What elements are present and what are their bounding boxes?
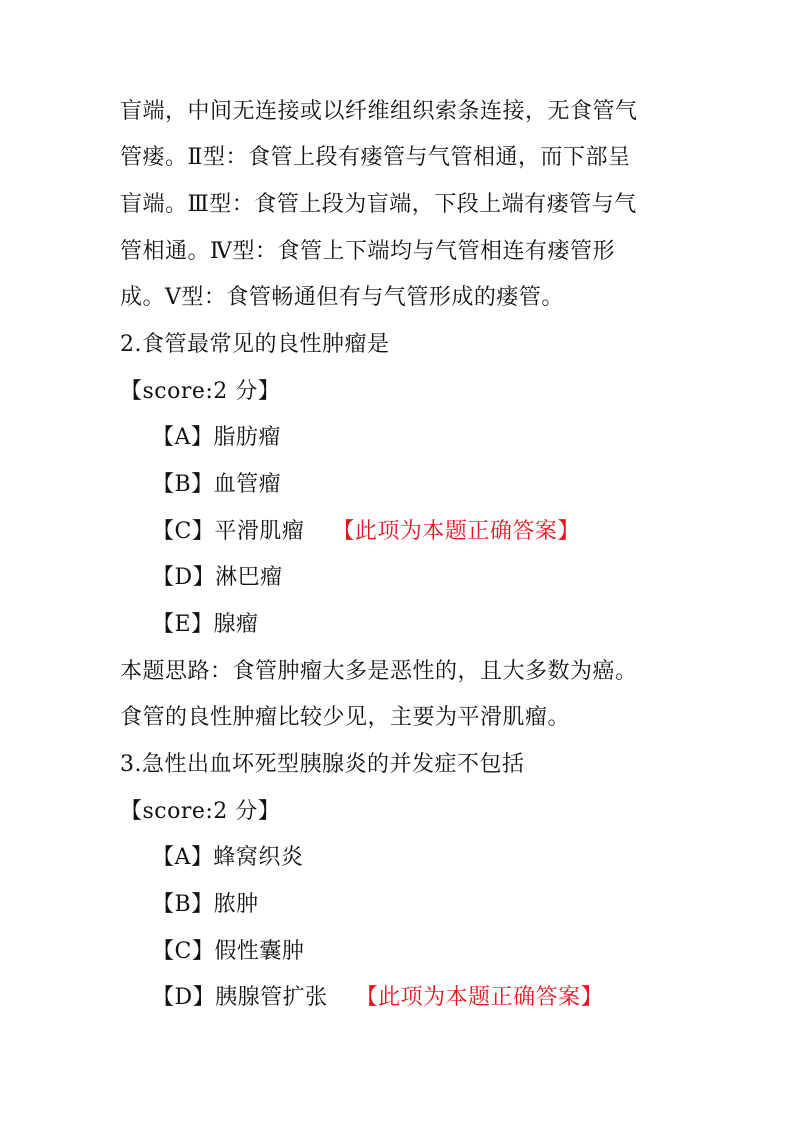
q2-option-c: 【C】平滑肌瘤 xyxy=(152,519,305,544)
q2-correct-answer-tag: 【此项为本题正确答案】 xyxy=(332,519,580,544)
intro-line-3: 盲端。Ⅲ型：食管上段为盲端，下段上端有瘘管与气 xyxy=(120,192,637,217)
q3-score: 【score:2 分】 xyxy=(120,799,281,824)
q3-option-a: 【A】蜂窝织炎 xyxy=(152,845,304,870)
q2-option-c-row xyxy=(152,517,580,547)
q2-option-d: 【D】淋巴瘤 xyxy=(152,565,283,590)
q2-explanation-line-2: 食管的良性肿瘤比较少见，主要为平滑肌瘤。 xyxy=(120,705,571,730)
q2-score: 【score:2 分】 xyxy=(120,379,281,404)
q3-option-d-row xyxy=(152,983,603,1013)
q3-stem: 3.急性出血坏死型胰腺炎的并发症不包括 xyxy=(120,752,525,777)
q2-option-e: 【E】腺瘤 xyxy=(152,612,259,637)
q3-correct-answer-tag: 【此项为本题正确答案】 xyxy=(355,985,604,1010)
q2-option-b: 【B】血管瘤 xyxy=(152,472,282,497)
intro-line-1: 盲端，中间无连接或以纤维组织索条连接，无食管气 xyxy=(120,99,638,124)
q3-option-b: 【B】脓肿 xyxy=(152,892,259,917)
q3-option-c: 【C】假性囊肿 xyxy=(152,939,305,964)
intro-line-4: 管相通。Ⅳ型：食管上下端均与气管相连有瘘管形 xyxy=(120,239,615,264)
q2-explanation-line-1: 本题思路：食管肿瘤大多是恶性的，且大多数为癌。 xyxy=(120,659,638,684)
intro-line-5: 成。Ⅴ型：食管畅通但有与气管形成的瘘管。 xyxy=(120,285,564,310)
intro-line-2: 管瘘。Ⅱ型：食管上段有瘘管与气管相通，而下部呈 xyxy=(120,145,631,170)
q3-option-d: 【D】胰腺管扩张 xyxy=(152,985,328,1010)
q2-stem: 2.食管最常见的良性肿瘤是 xyxy=(120,332,390,357)
q2-option-a: 【A】脂肪瘤 xyxy=(152,425,281,450)
